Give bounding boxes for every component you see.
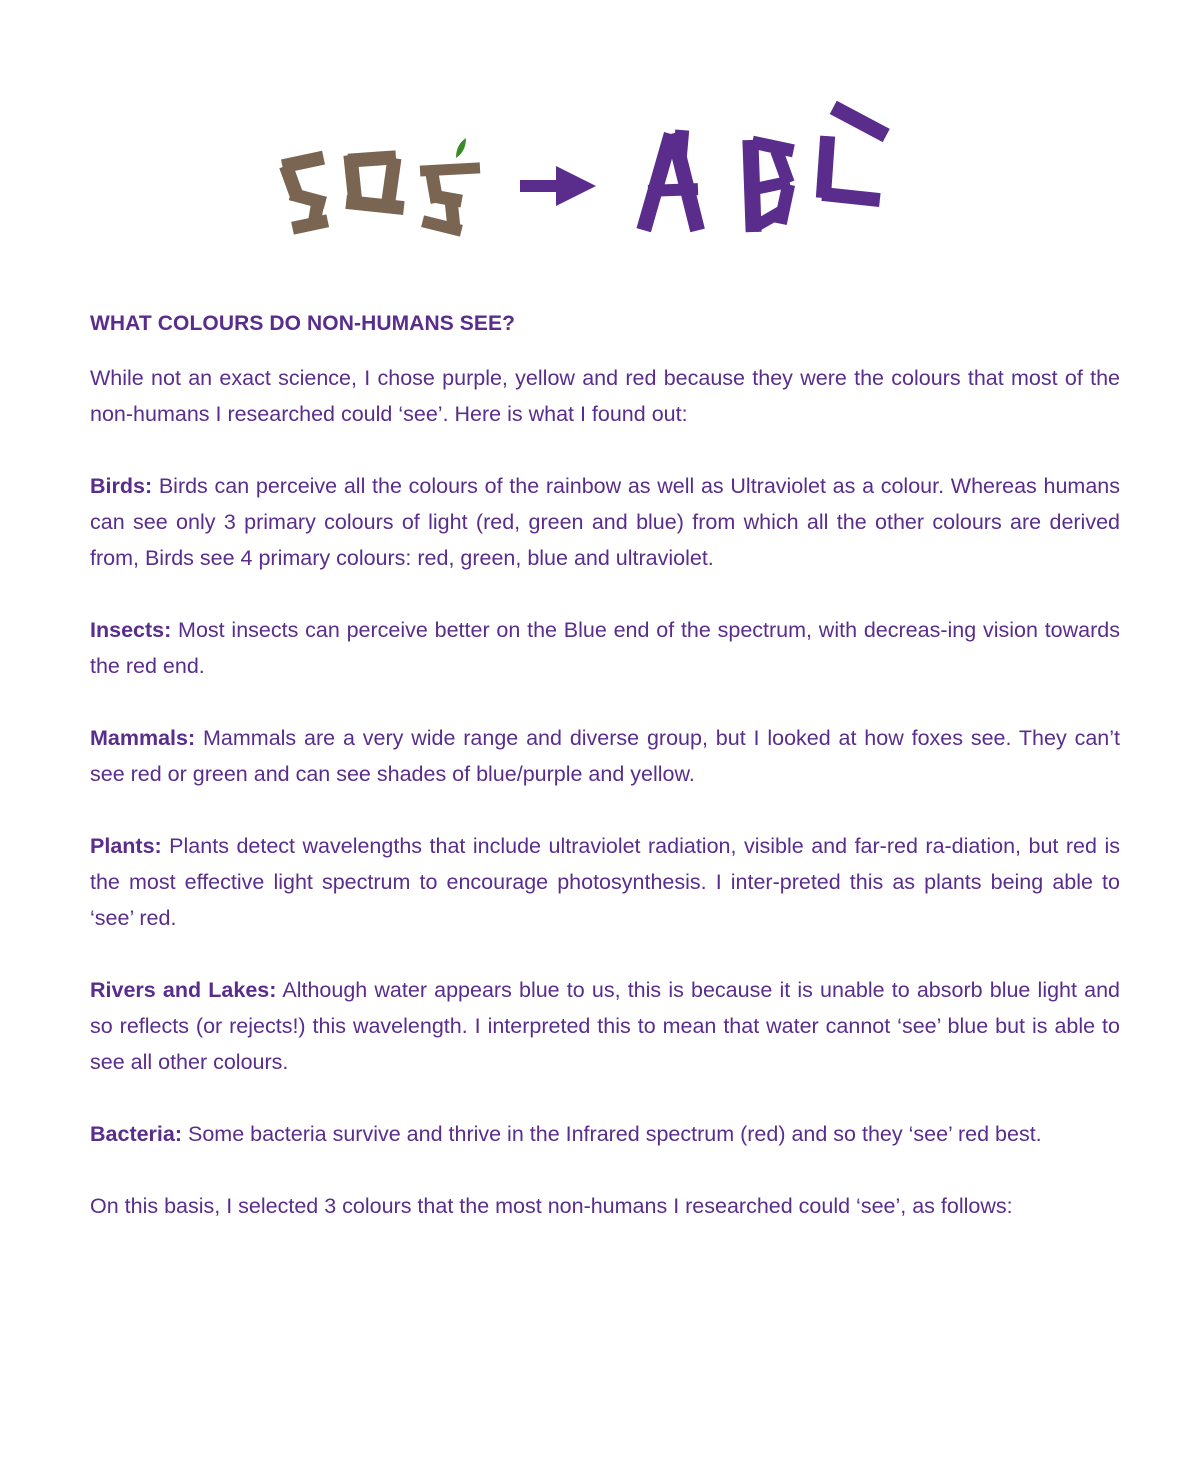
leaf-icon: [456, 138, 466, 158]
section-term: Mammals:: [90, 726, 196, 750]
right-arrow-icon: [520, 166, 596, 206]
main-content: [90, 310, 1120, 1224]
page-heading: WHAT COLOURS DO NON-HUMANS SEE?: [90, 312, 516, 335]
section-plants: [90, 828, 1120, 936]
section-insects: [90, 612, 1120, 684]
sos-tape-letters: [279, 150, 480, 236]
section-term: Plants:: [90, 834, 162, 858]
section-term: Birds:: [90, 474, 153, 498]
sos-to-abc-logo: [270, 100, 910, 250]
section-text: Although water appears blue to us, this is because it is unable to absorb blue light and so reflects (or rejects!) this wavelength. I interpreted this to mean that water cannot ‘see’ blue but is able to see all other colours.: [90, 978, 1121, 1074]
section-bacteria: [90, 1116, 1120, 1152]
section-mammals: [90, 720, 1120, 792]
section-text: Some bacteria survive and thrive in the Infrared spectrum (red) and so they ‘see’ red best.: [182, 1122, 1042, 1146]
section-text: Most insects can perceive better on the Blue end of the spectrum, with decreas-ing vision towards the red end.: [90, 618, 1120, 678]
closing-paragraph: On this basis, I selected 3 colours that the most non-humans I researched could ‘see’, as follows:: [90, 1194, 1013, 1218]
section-text: Plants detect wavelengths that include ultraviolet radiation, visible and far-red ra-diation, but red is the most effective light spectrum to encourage photosynthesis. I inter-preted this as plants being able to ‘see’ red.: [90, 834, 1120, 930]
section-text: Birds can perceive all the colours of the rainbow as well as Ultraviolet as a colour. Whereas humans can see only 3 primary colours of light (red, green and blue) from which all the other colours are derived from, Birds see 4 primary colours: red, green, blue and ultraviolet.: [90, 474, 1120, 570]
intro-paragraph: While not an exact science, I chose purple, yellow and red because they were the colours that most of the non-humans I researched could ‘see’. Here is what I found out:: [90, 366, 1120, 426]
section-term: Rivers and Lakes:: [90, 978, 277, 1002]
section-birds: [90, 468, 1120, 576]
section-term: Insects:: [90, 618, 172, 642]
abc-tape-letters: [636, 101, 889, 233]
section-text: Mammals are a very wide range and diverse group, but I looked at how foxes see. They can’t see red or green and can see shades of blue/purple and yellow.: [90, 726, 1120, 786]
section-rivers-lakes: [90, 972, 1120, 1080]
section-term: Bacteria:: [90, 1122, 183, 1146]
